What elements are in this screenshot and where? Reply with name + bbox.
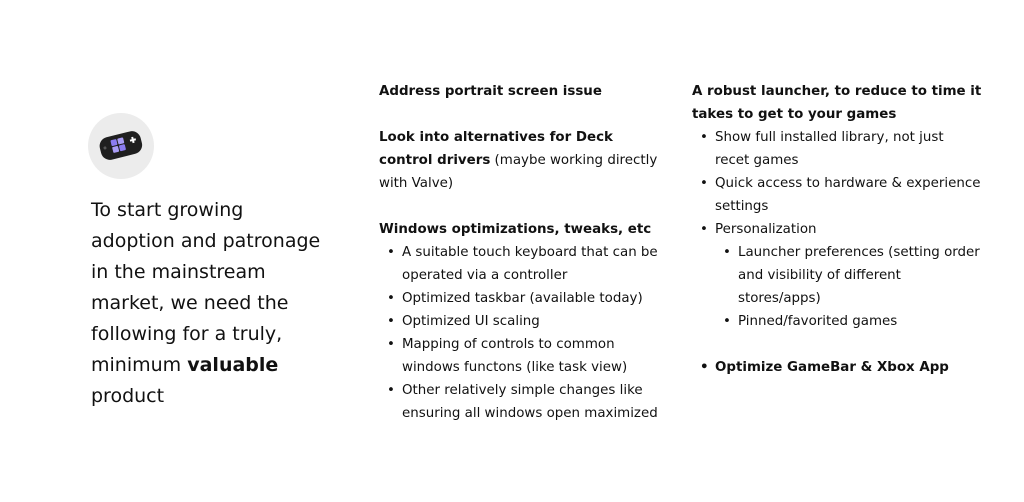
launcher-list: [692, 126, 982, 333]
sub-list-item: • Launcher preferences (setting order and visibility of different stores/apps): [715, 241, 982, 310]
list-item: • Show full installed library, not just recet games: [692, 126, 982, 172]
intro-bold-word: valuable: [187, 354, 279, 376]
intro-text: To start growing adoption and patronage in the mainstream market, we need the following for a truly, minimum: [91, 199, 321, 376]
personalization-sublist: [715, 241, 982, 333]
windows-optimizations-list: [379, 241, 669, 425]
heading-windows-optimizations: Windows optimizations, tweaks, etc: [379, 222, 652, 237]
intro-text-end: product: [91, 385, 165, 407]
heading-deck-drivers-rest: (maybe working directly with Valve): [379, 153, 658, 191]
heading-deck-drivers: [379, 126, 669, 195]
column-right: [692, 80, 982, 379]
list-item-label: Personalization: [715, 222, 817, 237]
list-item: • Optimized UI scaling: [379, 310, 669, 333]
list-item: • A suitable touch keyboard that can be operated via a controller: [379, 241, 669, 287]
column-left: [379, 80, 669, 425]
intro-statement: [91, 195, 331, 412]
sub-list-item: • Pinned/favorited games: [715, 310, 982, 333]
handheld-console-icon: [88, 113, 154, 179]
heading-robust-launcher: A robust launcher, to reduce to time it takes to get to your games: [692, 84, 982, 122]
heading-portrait-issue: Address portrait screen issue: [379, 84, 602, 99]
list-item-gamebar: • Optimize GameBar & Xbox App: [692, 356, 982, 379]
list-item: • Mapping of controls to common windows functons (like task view): [379, 333, 669, 379]
gamebar-list: [692, 356, 982, 379]
list-item: • Optimized taskbar (available today): [379, 287, 669, 310]
list-item: • Quick access to hardware & experience settings: [692, 172, 982, 218]
list-item: • Other relatively simple changes like ensuring all windows open maximized: [379, 379, 669, 425]
heading-deck-drivers-bold: Look into alternatives for Deck control drivers: [379, 130, 613, 168]
list-item: [692, 218, 982, 333]
